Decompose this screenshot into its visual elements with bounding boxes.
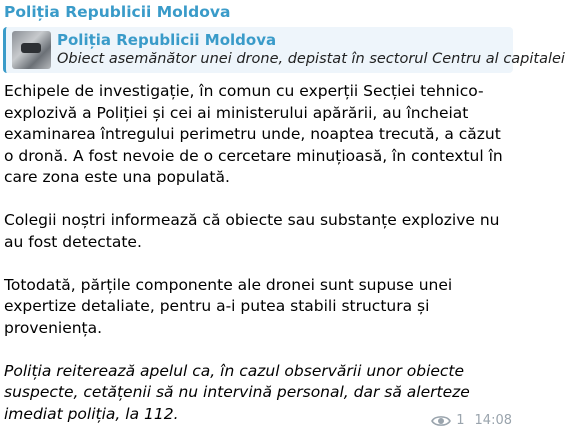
channel-message	[0, 2, 565, 434]
message-meta	[431, 413, 512, 428]
reply-preview[interactable]	[3, 27, 565, 73]
eye-icon	[431, 414, 451, 428]
message-paragraph: Colegii noștri informează că obiecte sau substanțe explozive nu au fost detectate.	[4, 211, 500, 251]
message-italic-paragraph: Poliția reiterează apelul ca, în cazul observării unor obiecte suspecte, cetățenii să nu intervină personal, dar să alerteze imediat poliția, la 112.	[4, 361, 470, 423]
message-time: 14:08	[474, 413, 512, 428]
reply-snippet: Obiect asemănător unei drone, depistat în sectorul Centru al capitalei	[57, 51, 565, 67]
reply-thumbnail	[12, 31, 51, 69]
view-count: 1	[456, 413, 465, 428]
message-paragraph: Totodată, părțile componente ale dronei sunt supuse unei expertize detaliate, pentru a-i putea stabili structura și proveniența.	[4, 275, 453, 337]
message-body	[3, 81, 518, 425]
sender-name[interactable]: Poliția Republicii Moldova	[4, 3, 231, 21]
reply-title: Poliția Republicii Moldova	[57, 31, 277, 49]
message-paragraph: Echipele de investigație, în comun cu experții Secției tehnico-explozivă a Poliției și cei ai ministerului apărării, au încheiat examinarea întregului perimetru unde, noaptea trecută, a căzut o dronă. A fost nevoie de o cercetare minuțioasă, în contextul în care zona este una populată.	[4, 82, 503, 186]
reply-text-block	[57, 27, 565, 73]
